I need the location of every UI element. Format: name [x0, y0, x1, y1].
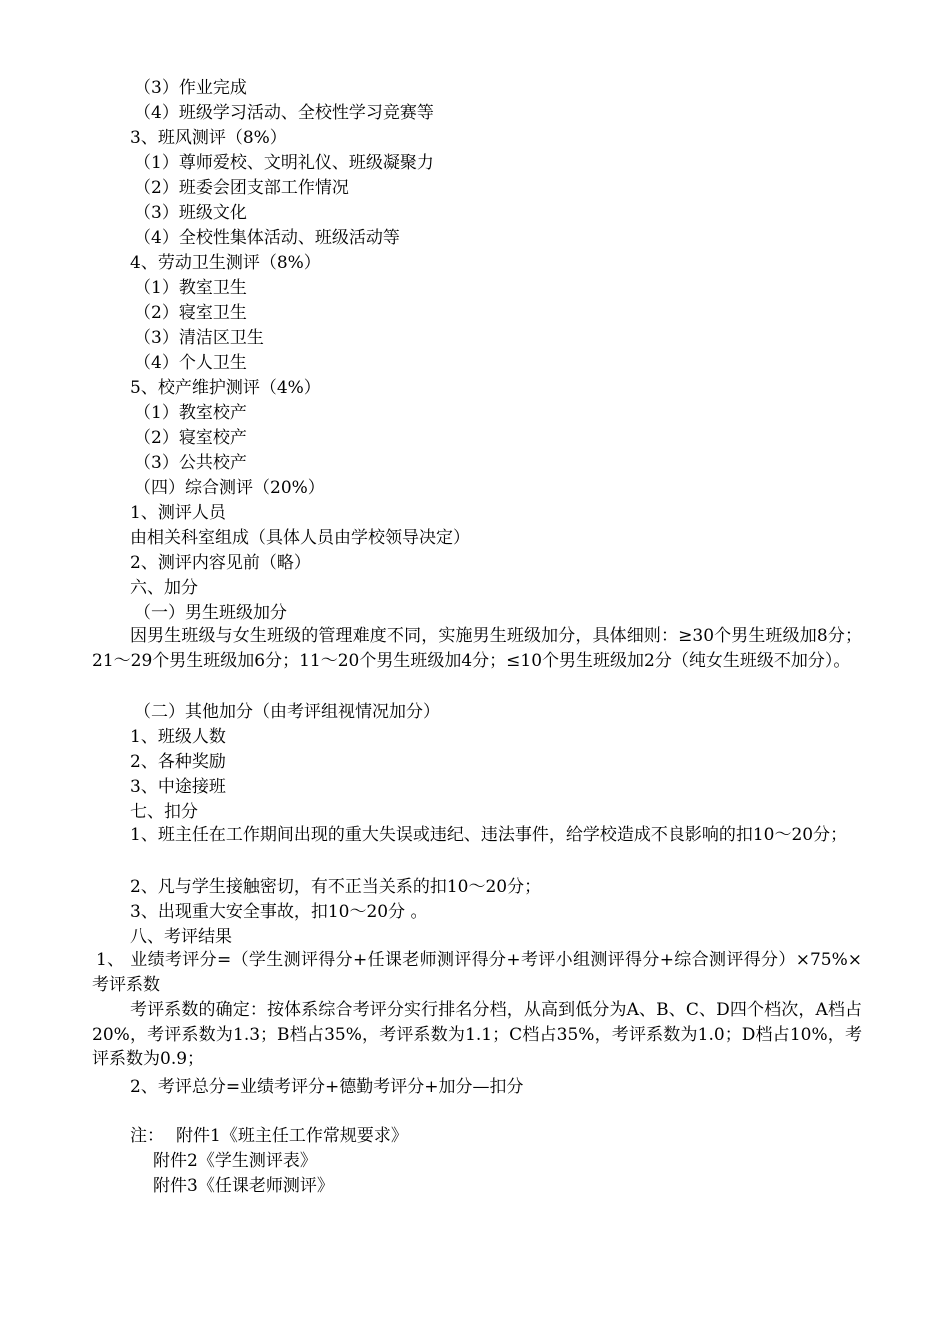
heading-evaluators: 1、测评人员 [130, 503, 226, 523]
item-awards: 2、各种奖励 [130, 752, 226, 772]
heading-other-bonus: （二）其他加分（由考评组视情况加分） [134, 702, 440, 722]
note-label: 注： [130, 1126, 164, 1146]
item-collective-activity: （4）全校性集体活动、班级活动等 [134, 228, 400, 248]
attachment-1: 附件1《班主任工作常规要求》 [176, 1126, 408, 1146]
section-deduction: 七、扣分 [130, 802, 198, 822]
attachment-3: 附件3《任课老师测评》 [153, 1176, 334, 1196]
item-clean-area-hygiene: （3）清洁区卫生 [134, 328, 264, 348]
text-evaluators: 由相关科室组成（具体人员由学校领导决定） [130, 528, 470, 548]
item-deduction-improper-relation: 2、凡与学生接触密切，有不正当关系的扣10～20分； [130, 877, 542, 897]
item-deduction-safety-accident: 3、出现重大安全事故，扣10～20分 。 [130, 902, 428, 922]
heading-property-eval: 5、校产维护测评（4%） [130, 378, 321, 398]
item-classroom-property: （1）教室校产 [134, 403, 247, 423]
item-class-culture: （3）班级文化 [134, 203, 247, 223]
formula-text: 1、 业绩考评分=（学生测评得分+任课老师测评得分+考评小组测评得分+综合测评得分）×75%×考评系数 [92, 950, 862, 995]
attachment-2: 附件2《学生测评表》 [153, 1151, 317, 1171]
item-public-property: （3）公共校产 [134, 453, 247, 473]
item-class-size: 1、班级人数 [130, 727, 226, 747]
item-classroom-hygiene: （1）教室卫生 [134, 278, 247, 298]
heading-boys-class-bonus: （一）男生班级加分 [134, 603, 287, 623]
item-midway-takeover: 3、中途接班 [130, 777, 226, 797]
paragraph-coefficient-rules: 考评系数的确定：按体系综合考评分实行排名分档，从高到低分为A、B、C、D四个档次，A档占20%，考评系数为1.3；B档占35%，考评系数为1.1；C档占35%，考评系数为1.0；D档占10%，考评系数为0.9； [92, 1000, 862, 1069]
item-homework: （3）作业完成 [134, 78, 247, 98]
section-evaluation-result: 八、考评结果 [130, 927, 232, 947]
item-respect-teachers: （1）尊师爱校、文明礼仪、班级凝聚力 [134, 153, 434, 173]
paragraph-boys-bonus-rules: 因男生班级与女生班级的管理难度不同，实施男生班级加分，具体细则：≥30个男生班级加8分；21～29个男生班级加6分；11～20个男生班级加4分；≤10个男生班级加2分（纯女生班级不加分）。 [92, 626, 862, 671]
item-class-committee: （2）班委会团支部工作情况 [134, 178, 349, 198]
heading-labor-hygiene-eval: 4、劳动卫生测评（8%） [130, 253, 321, 273]
item-dorm-property: （2）寝室校产 [134, 428, 247, 448]
item-dorm-hygiene: （2）寝室卫生 [134, 303, 247, 323]
heading-comprehensive-eval: （四）综合测评（20%） [134, 478, 325, 498]
line-total-score-formula: 2、考评总分=业绩考评分+德勤考评分+加分—扣分 [130, 1077, 524, 1097]
paragraph-performance-score-formula [92, 948, 862, 997]
item-class-study-activity: （4）班级学习活动、全校性学习竞赛等 [134, 103, 434, 123]
section-bonus: 六、加分 [130, 578, 198, 598]
heading-class-style-eval: 3、班风测评（8%） [130, 128, 287, 148]
item-personal-hygiene: （4）个人卫生 [134, 353, 247, 373]
heading-eval-content: 2、测评内容见前（略） [130, 553, 311, 573]
paragraph-deduction-misconduct: 1、班主任在工作期间出现的重大失误或违纪、违法事件，给学校造成不良影响的扣10～20分； [130, 825, 848, 845]
